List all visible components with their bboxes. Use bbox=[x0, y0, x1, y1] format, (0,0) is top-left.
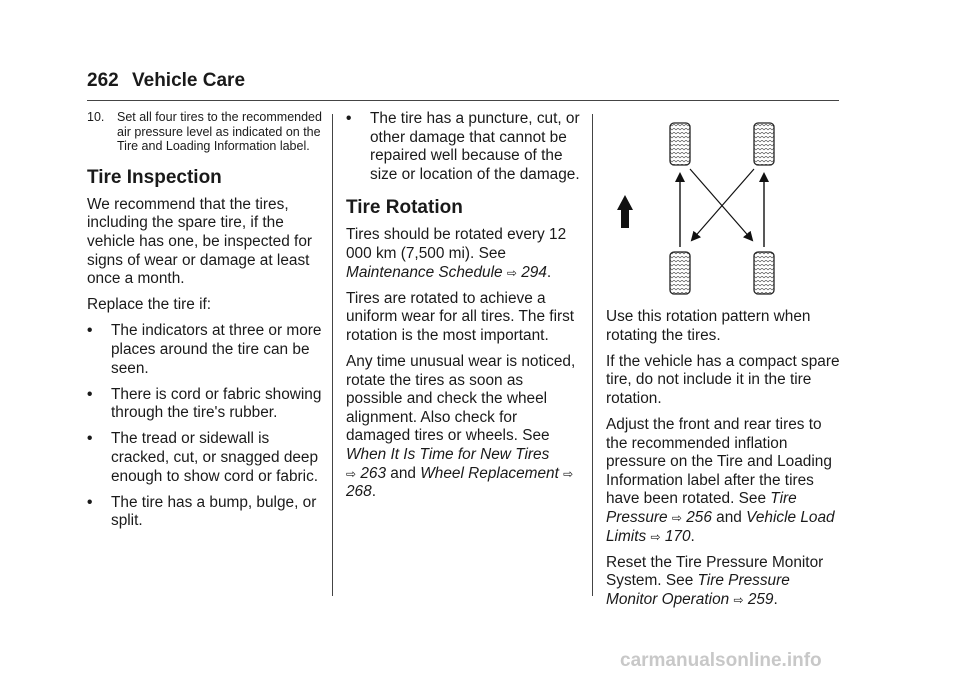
paragraph: Use this rotation pattern when rotating the tires. bbox=[606, 308, 811, 344]
column-2 bbox=[346, 110, 582, 509]
paragraph: Replace the tire if: bbox=[87, 296, 212, 314]
list-item-text: The tire has a puncture, cut, or other damage that cannot be repaired well because of the size or location of the damage. bbox=[370, 110, 580, 183]
page-header bbox=[87, 70, 839, 102]
paragraph bbox=[346, 353, 582, 502]
arrow-icon: ⇨ bbox=[733, 592, 744, 607]
page-ref: 259 bbox=[747, 590, 774, 608]
list-item bbox=[87, 322, 322, 378]
list-item bbox=[87, 386, 322, 423]
column-1 bbox=[87, 110, 322, 538]
arrow-icon: ⇨ bbox=[506, 265, 517, 280]
list-item bbox=[87, 430, 322, 486]
paragraph: Tires are rotated to achieve a uniform wear for all tires. The first rotation is the most important. bbox=[346, 289, 575, 344]
column-3 bbox=[606, 308, 842, 617]
tire-rear-left-icon bbox=[670, 252, 690, 294]
arrow-icon: ⇨ bbox=[650, 529, 661, 544]
step-number: 10. bbox=[87, 110, 105, 124]
heading-tire-inspection: Tire Inspection bbox=[87, 166, 222, 188]
text-run: and bbox=[386, 464, 421, 482]
page-number: 262 bbox=[87, 70, 119, 91]
column-divider-1 bbox=[332, 114, 333, 596]
text-run: . bbox=[690, 527, 695, 545]
list-item-text: The tread or sidewall is cracked, cut, or snagged deep enough to show cord or fabric. bbox=[111, 430, 319, 485]
arrow-front-left-to-rear-right-icon bbox=[690, 169, 752, 240]
text-run: Tires should be rotated every 12 000 km (7,500 mi). See bbox=[346, 226, 567, 262]
arrow-front-right-to-rear-left-icon bbox=[692, 169, 754, 240]
bullet-icon: • bbox=[87, 322, 93, 340]
text-run: Adjust the front and rear tires to the recommended inflation pressure on the Tire and Loading Information label after the tires have been rotated. See bbox=[606, 415, 832, 508]
arrow-icon: ⇨ bbox=[671, 510, 682, 525]
header-rule bbox=[87, 100, 839, 101]
paragraph bbox=[346, 226, 582, 282]
link-text: Tire Pressure bbox=[606, 490, 797, 526]
bullet-icon: • bbox=[87, 493, 93, 511]
tire-front-right-icon bbox=[754, 123, 774, 165]
bullet-icon: • bbox=[346, 110, 352, 127]
step-text: Set all four tires to the recommended air pressure level as indicated on the Tire and Loading Information label. bbox=[117, 110, 322, 154]
page-ref: 294 bbox=[521, 263, 547, 281]
arrow-icon: ⇨ bbox=[563, 466, 574, 481]
tire-front-left-icon bbox=[670, 123, 690, 165]
list-item-text: The indicators at three or more places around the tire can be seen. bbox=[111, 322, 322, 377]
text-run: . bbox=[371, 483, 376, 501]
text-run: Any time unusual wear is noticed, rotate the tires as soon as possible and check the wheel alignment. Also check for damaged tires or wheels. See bbox=[346, 352, 576, 445]
link-text: When It Is Time for New Tires bbox=[346, 445, 550, 463]
page-ref: 263 bbox=[360, 464, 387, 482]
paragraph bbox=[606, 416, 842, 546]
page-ref: 170 bbox=[664, 527, 691, 545]
heading-tire-rotation: Tire Rotation bbox=[346, 197, 463, 219]
watermark: carmanualsonline.info bbox=[620, 650, 822, 671]
link-text: Wheel Replacement bbox=[420, 464, 559, 482]
paragraph: If the vehicle has a compact spare tire, do not include it in the tire rotation. bbox=[606, 352, 840, 407]
paragraph: We recommend that the tires, including the spare tire, if the vehicle has one, be inspected for signs of wear or damage at least once a month. bbox=[87, 195, 313, 288]
arrow-icon: ⇨ bbox=[346, 466, 357, 481]
column-divider-2 bbox=[592, 114, 593, 596]
text-run: . bbox=[546, 263, 552, 281]
page-ref: 268 bbox=[346, 483, 372, 501]
forward-direction-arrow-icon bbox=[617, 195, 633, 228]
section-title: Vehicle Care bbox=[132, 70, 246, 91]
link-text: Maintenance Schedule bbox=[346, 263, 503, 281]
list-item-text: There is cord or fabric showing through the tire's rubber. bbox=[111, 385, 322, 422]
tire-rear-right-icon bbox=[754, 252, 774, 294]
list-item bbox=[346, 110, 582, 184]
bullet-icon: • bbox=[87, 385, 93, 403]
step-item bbox=[87, 110, 322, 154]
link-maintenance-schedule[interactable] bbox=[346, 264, 547, 281]
text-run: Reset the Tire Pressure Monitor System. See bbox=[606, 553, 824, 590]
paragraph bbox=[606, 554, 842, 610]
list-item bbox=[87, 494, 322, 531]
bullet-icon: • bbox=[87, 430, 93, 448]
link-text: Tire Pressure Monitor Operation bbox=[606, 572, 790, 608]
page-ref: 256 bbox=[686, 508, 712, 526]
tire-rotation-diagram bbox=[604, 112, 824, 302]
text-run: and bbox=[711, 508, 747, 526]
link-text: Vehicle Load Limits bbox=[606, 508, 835, 545]
list-item-text: The tire has a bump, bulge, or split. bbox=[111, 493, 317, 530]
text-run: . bbox=[773, 590, 778, 608]
